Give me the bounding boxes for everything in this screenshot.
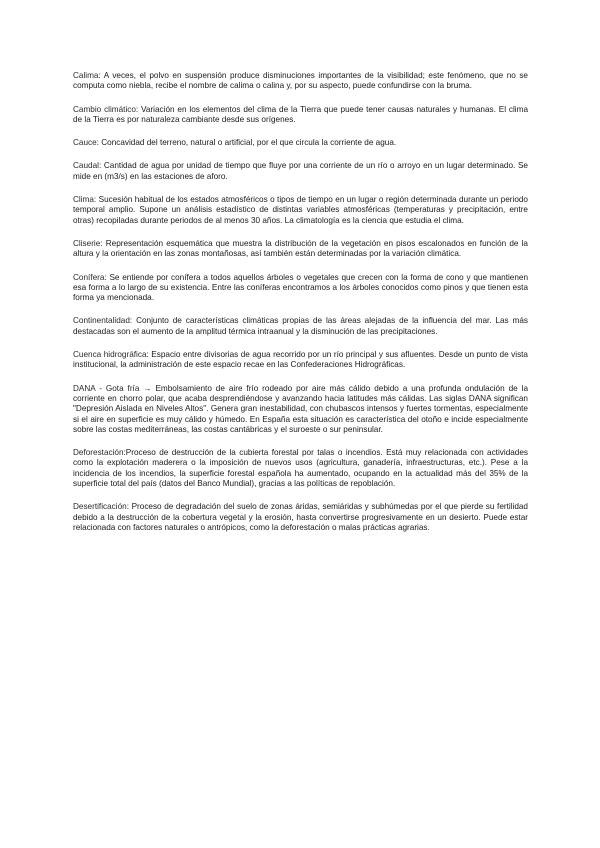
glossary-entry-caudal xyxy=(73,161,528,182)
glossary-entry-cauce xyxy=(73,138,528,148)
glossary-entry-cambio-climatico xyxy=(73,105,528,126)
entry-term: Cliserie: xyxy=(73,238,103,248)
entry-definition: Se entiende por conífera a todos aquellos árboles o vegetales que crecen con la forma de cono y que mantienen esa forma a lo largo de su existencia. Entre las coníferas encontramos a los árboles conocidos como pinos y que tienen esta forma ya mencionada. xyxy=(73,272,528,303)
glossary-entry-cliserie xyxy=(73,239,528,260)
glossary-entry-calima xyxy=(73,71,528,92)
entry-term: Cuenca hidrográfica: xyxy=(73,350,149,360)
entry-term: Cambio climático: xyxy=(73,104,139,114)
entry-definition: Concavidad del terreno, natural o artificial, por el que circula la corriente de agua. xyxy=(98,138,397,148)
entry-definition: Sucesión habitual de los estados atmosféricos o tipos de tiempo en un lugar o región determinada durante un periodo temporal amplio. Supone un análisis estadístico de distintas variables atmosféricas (temperaturas y precipitación, entre otras) recopiladas durante periodos de al menos 30 años. La climatología es la ciencia que estudia el clima. xyxy=(73,195,528,225)
entry-term: Caudal: xyxy=(73,161,102,171)
glossary-entry-desertificacion xyxy=(73,502,528,533)
entry-definition: A veces, el polvo en suspensión produce disminuciones importantes de la visibilidad; este fenómeno, que no se computa como niebla, recibe el nombre de calima o calina y, por su aspecto, puede confundirse con la bruma. xyxy=(73,71,528,91)
entry-definition: Variación en los elementos del clima de la Tierra que puede tener causas naturales y humanas. El clima de la Tierra es por naturaleza cambiante desde sus orígenes. xyxy=(73,104,528,124)
glossary-entry-clima xyxy=(73,195,528,226)
glossary-entry-conifera xyxy=(73,273,528,304)
entry-term: Conífera: xyxy=(73,272,107,282)
glossary-page xyxy=(73,71,528,546)
entry-definition: Proceso de destrucción de la cubierta forestal por talas o incendios. Está muy relacionada con actividades como la explotación maderera o la imposición de nuevos usos (agricultura, ganadería, infraestructuras, etc.). Pese a la incidencia de los incendios, la superficie forestal española ha aumentado, ocupando en la actualidad más del 35% de la superficie total del país (datos del Banco Mundial), gracias a las políticas de repoblación. xyxy=(73,448,528,489)
entry-definition: Representación esquemática que muestra la distribución de la vegetación en pisos escalonados en función de la altura y la orientación en las zonas montañosas, así también están determinadas por la variación climática. xyxy=(73,238,528,259)
entry-definition: Espacio entre divisorias de agua recorrido por un río principal y sus afluentes. Desde un punto de vista institucional, la administración de este espacio recae en las Confederaciones Hidrográficas. xyxy=(73,350,528,370)
entry-definition: Proceso de degradación del suelo de zonas áridas, semiáridas y subhúmedas por el que pierde su fertilidad debido a la destrucción de la cobertura vegetal y la erosión, hasta convertirse progresivamente en un desierto. Puede estar relacionada con factores naturales o antrópicos, como la deforestación o malas prácticas agrarias. xyxy=(73,502,528,532)
entry-definition: Conjunto de características climáticas propias de las áreas alejadas de la influencia del mar. Las más destacadas son el aumento de la amplitud térmica intraanual y la disminución de las precipitaciones. xyxy=(73,316,528,336)
entry-term: Deforestación: xyxy=(73,448,126,458)
entry-term: DANA - Gota fría → xyxy=(73,383,152,393)
glossary-entry-continentalidad xyxy=(73,316,528,337)
entry-definition: Embolsamiento de aire frío rodeado por aire más cálido debido a una profunda ondulación de la corriente en chorro polar, que acaba desprendiéndose y avanzando hacia latitudes más cálidas. Las siglas DANA significan "Depresión Aislada en Niveles Altos". Genera gran inestabilidad, con chubascos intensos y fuertes tormentas, especialmente si el aire en superficie es muy cálido y húmedo. En España esta situación es característica del otoño e incide especialmente sobre las costas mediterráneas, las costas cantábricas y el suroeste o sur peninsular. xyxy=(73,383,529,434)
glossary-entry-dana xyxy=(73,384,528,435)
entry-definition: Cantidad de agua por unidad de tiempo que fluye por una corriente de un río o arroyo en un lugar determinado. Se mide en (m3/s) en las estaciones de aforo. xyxy=(73,161,528,181)
entry-term: Cauce: xyxy=(73,138,99,148)
glossary-entry-deforestacion xyxy=(73,448,528,489)
entry-term: Desertificación: xyxy=(73,502,129,512)
entry-term: Clima: xyxy=(73,195,97,205)
glossary-entry-cuenca-hidrografica xyxy=(73,350,528,371)
entry-term: Calima: xyxy=(73,71,101,80)
entry-term: Continentalidad: xyxy=(73,316,133,326)
